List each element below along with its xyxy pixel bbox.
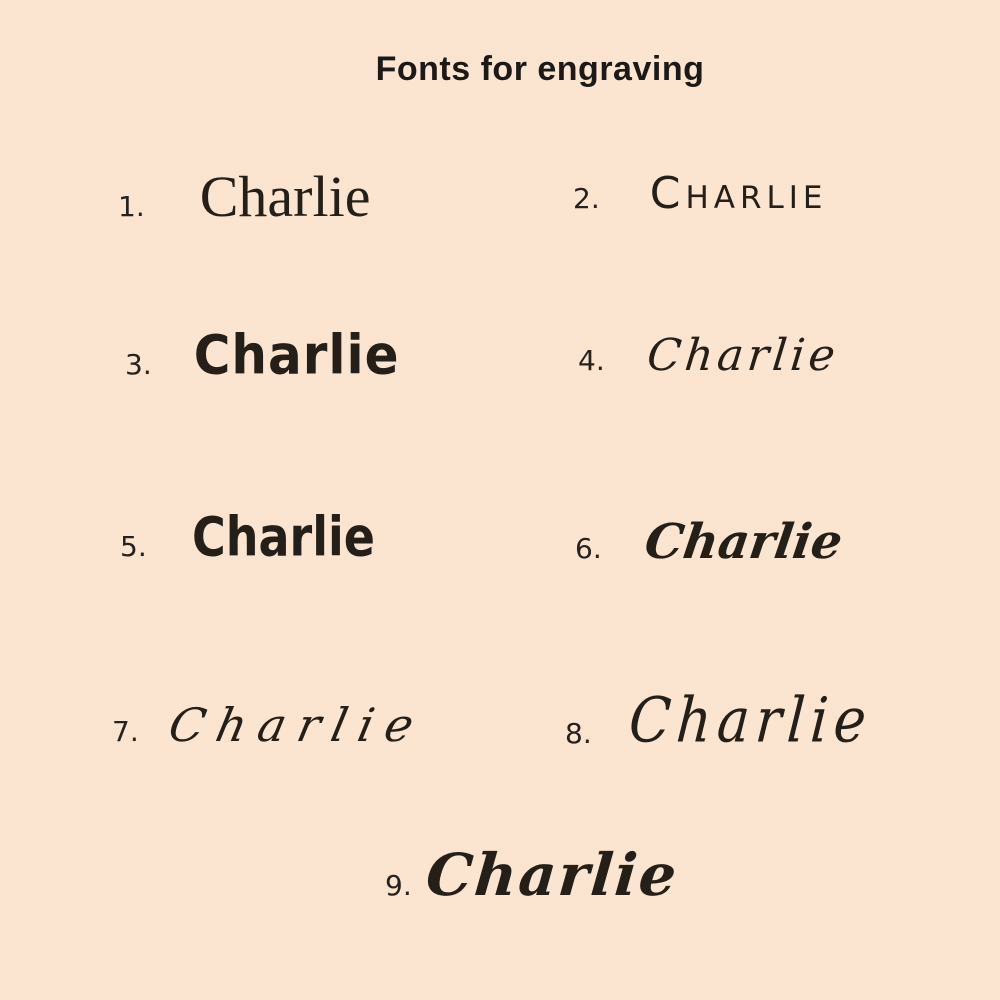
- sample-text: Charlie: [641, 514, 846, 570]
- sample-text: Charlie: [644, 330, 842, 381]
- sample-text: Charlie: [191, 505, 375, 569]
- font-sample-6: [575, 514, 846, 570]
- sample-number: 5.: [120, 530, 147, 563]
- font-sample-5: [120, 505, 391, 569]
- sample-number: 6.: [575, 532, 602, 565]
- sample-text: Charlie: [193, 323, 400, 387]
- font-sample-9: [385, 841, 681, 909]
- sample-number: 2.: [573, 182, 600, 215]
- font-sample-3: [125, 323, 400, 387]
- font-sample-1: [118, 164, 371, 229]
- sample-text: Charlie: [626, 684, 875, 757]
- sample-text: Charlie: [163, 698, 431, 752]
- sample-text: Charlie: [423, 841, 681, 909]
- font-sample-4: [578, 330, 842, 381]
- sample-text: Charlie: [649, 168, 828, 219]
- sample-number: 9.: [385, 869, 412, 902]
- sample-number: 1.: [118, 190, 145, 223]
- font-sample-8: [565, 684, 875, 757]
- page-title: Fonts for engraving: [375, 50, 705, 88]
- font-sample-7: [112, 698, 431, 752]
- sample-number: 8.: [565, 717, 592, 750]
- sample-number: 3.: [125, 348, 152, 381]
- sample-number: 4.: [578, 344, 605, 377]
- sample-text: Charlie: [199, 164, 371, 229]
- sample-number: 7.: [112, 715, 139, 748]
- font-sample-2: [573, 168, 828, 219]
